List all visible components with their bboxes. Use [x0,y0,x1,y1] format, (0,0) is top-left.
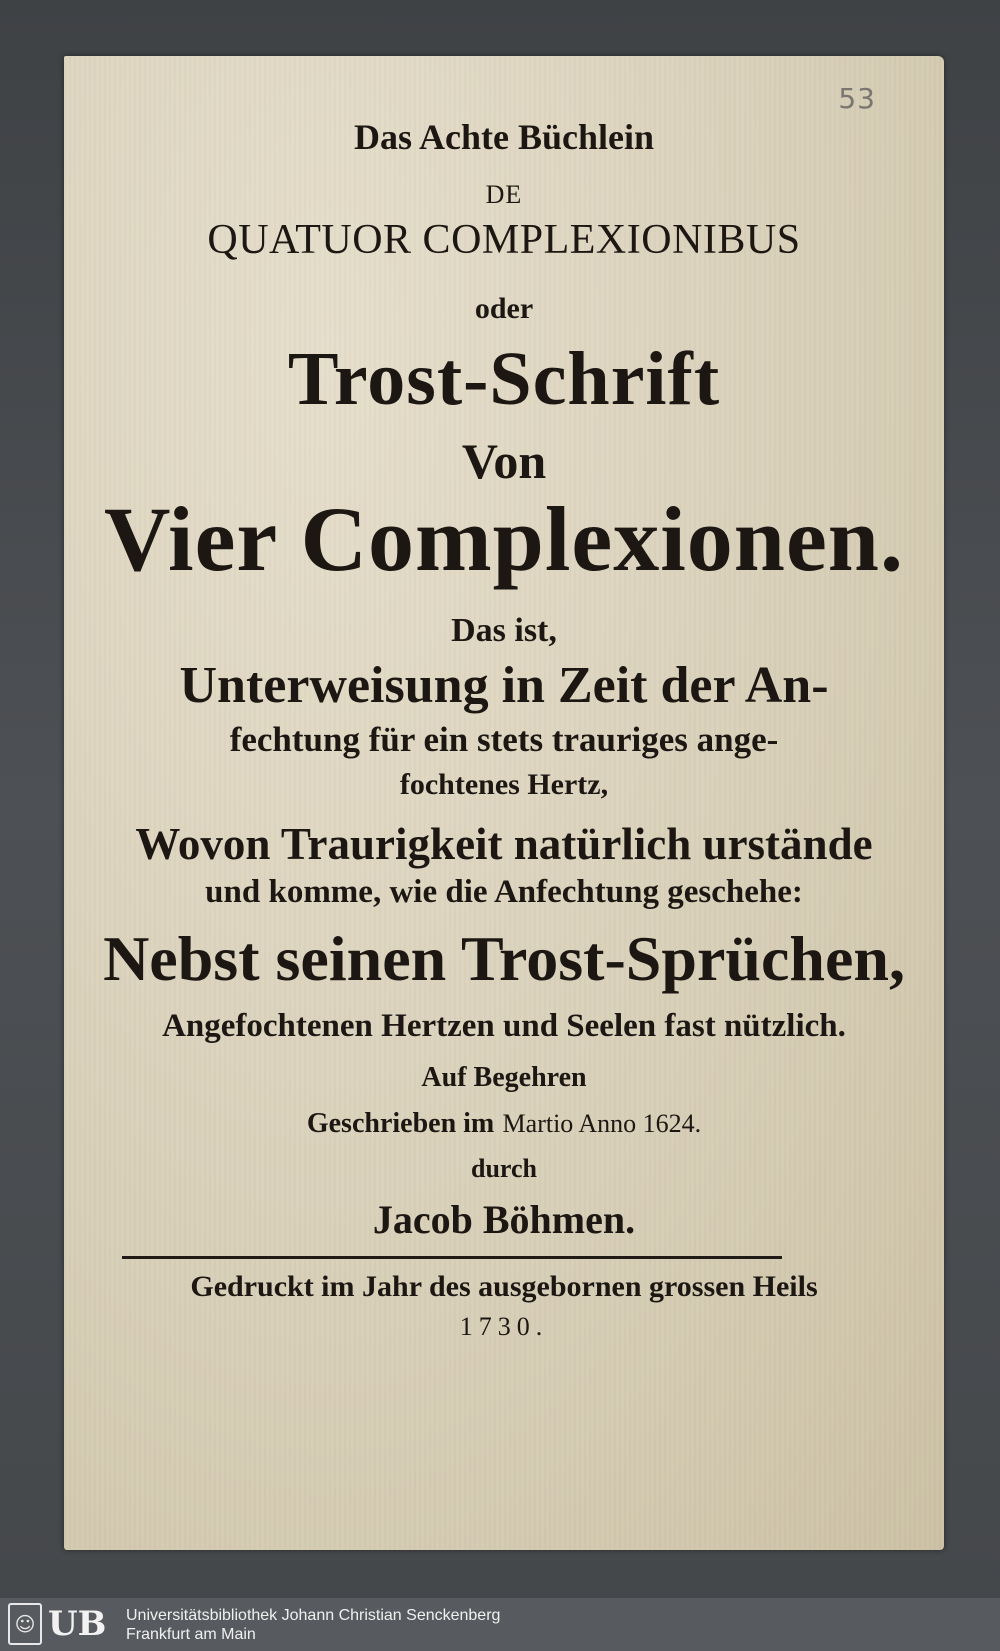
oder-line: oder [474,292,534,325]
main-title-trost-schrift: Trost-Schrift [287,337,721,421]
horizontal-rule [122,1256,782,1259]
geschrieben-label: Geschrieben im [306,1108,495,1139]
main-title-vier-complexionen: Vier Complexionen. [104,488,904,590]
folio-number: 53 [838,82,876,115]
book-number-line: Das Achte Büchlein [353,117,655,157]
wovon-line-2: und komme, wie die Anfechtung geschehe: [205,874,803,910]
library-logo [8,1602,118,1646]
imprint-year: 1730. [459,1312,549,1341]
geschrieben-line [64,1108,944,1140]
subtitle-line-1: Unterweisung in Zeit der An- [179,657,829,714]
nebst-line: Nebst seinen Trost-Sprüchen, [103,923,905,994]
das-ist-line: Das ist, [451,612,557,649]
von-line: Von [461,433,547,489]
latin-title: QUATUOR COMPLEXIONIBUS [207,217,801,263]
footer-text [126,1606,500,1644]
durch-line: durch [471,1154,537,1183]
logo-text: UB [48,1604,107,1644]
imprint-line: Gedruckt im Jahr des ausgebornen grossen Heils [190,1270,818,1303]
latin-de: DE [485,180,523,209]
date-text: Martio Anno 1624. [502,1109,702,1138]
footer-line-2: Frankfurt am Main [126,1626,256,1643]
author-name: Jacob Böhmen. [372,1197,636,1242]
portrait-icon: ☺ [8,1603,42,1645]
auf-begehren-line: Auf Begehren [421,1062,587,1093]
footer-line-1: Universitätsbibliothek Johann Christian Senckenberg [126,1607,501,1624]
angefochtenen-line: Angefochtenen Hertzen und Seelen fast nützlich. [162,1008,846,1044]
library-footer [0,1598,1000,1651]
subtitle-line-2: fechtung für ein stets trauriges ange- [229,720,779,759]
wovon-line-1: Wovon Traurigkeit natürlich urstände [135,819,873,869]
title-page [64,56,944,1550]
subtitle-line-3: fochtenes Hertz, [399,768,609,801]
